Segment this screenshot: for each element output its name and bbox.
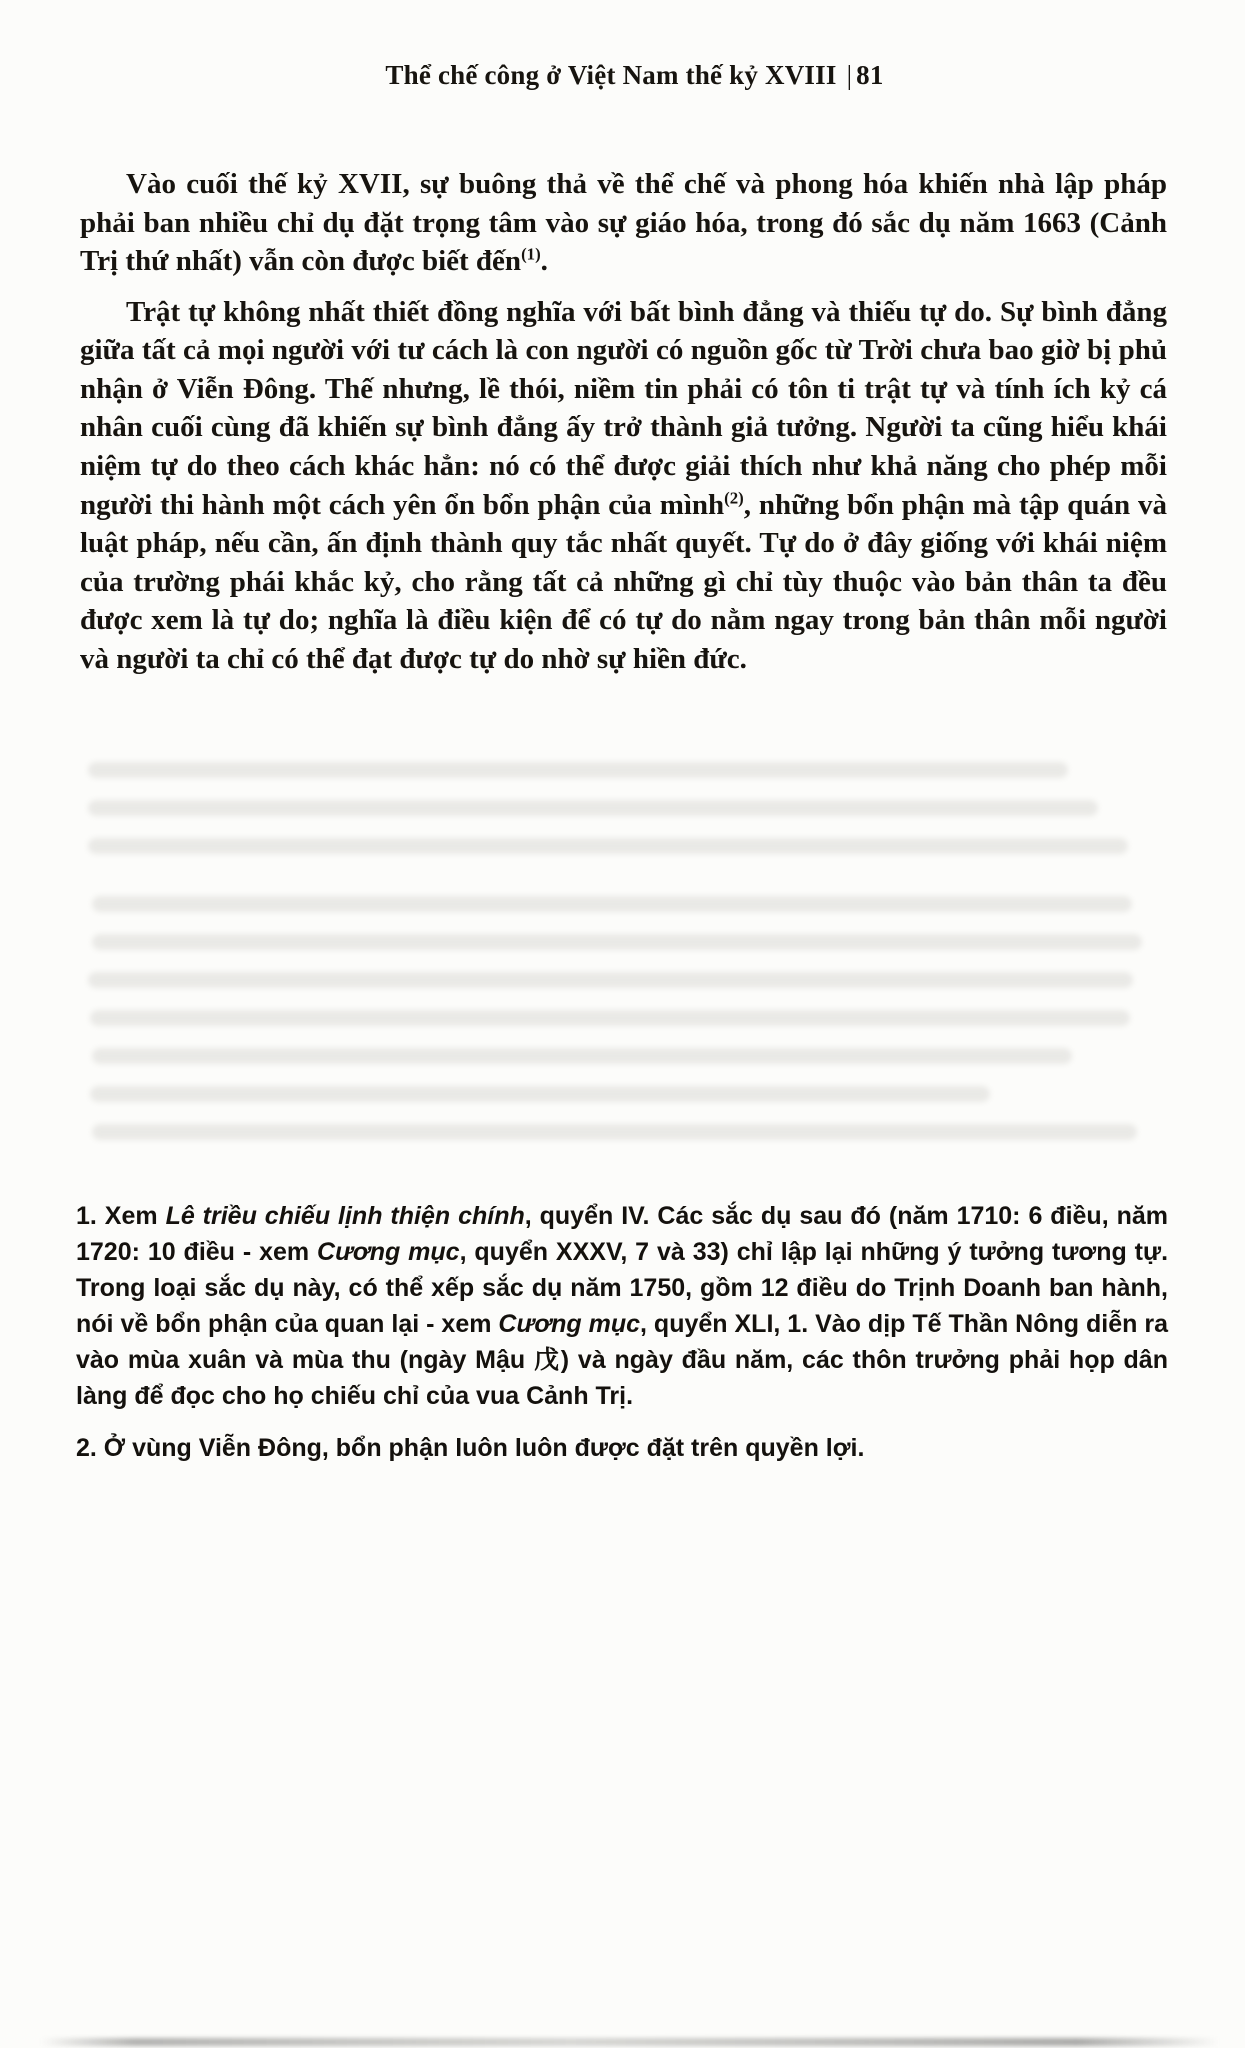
body-paragraph: Vào cuối thế kỷ XVII, sự buông thả về thể chế và phong hóa khiến nhà lập pháp phải ban nhiều chỉ dụ đặt trọng tâm vào sự giáo hóa, trong đó sắc dụ năm 1663 (Cảnh Trị thứ nhất) vẫn còn được biết đến$^{(1)}$.: [80, 168, 1167, 278]
footnote-1: 1. Xem Lê triều chiếu lịnh thiện chính, quyển IV. Các sắc dụ sau đó (năm 1710: 6 điều, năm 1720: 10 điều - xem Cương mục, quyển XXXV, 7 và 33) chỉ lập lại những ý tưởng tương tự. Trong loại sắc dụ này, có thể xếp sắc dụ năm 1750, gồm 12 điều do Trịnh Doanh ban hành, nói về bổn phận của quan lại - xem Cương mục, quyển XLI, 1. Vào dịp Tế Thần Nông diễn ra vào mùa xuân và mùa thu (ngày Mậu 戊) và ngày đầu năm, các thôn trưởng phải họp dân làng để đọc cho họ chiếu chỉ của vua Cảnh Trị.: [76, 1202, 1169, 1410]
bleedthrough-line: [92, 1048, 1072, 1064]
running-header-separator: |: [846, 60, 853, 90]
bleedthrough-line: [88, 838, 1128, 854]
footnotes-block: [76, 1198, 1168, 1482]
running-header-title: Thể chế công ở Việt Nam thế kỷ XVIII: [385, 60, 837, 90]
bleedthrough-line: [92, 896, 1132, 912]
bleedthrough-line: [92, 934, 1142, 950]
bleedthrough-line: [92, 1124, 1137, 1140]
bleedthrough-line: [88, 972, 1133, 988]
scan-edge-artifact: [40, 2038, 1220, 2046]
bleedthrough-line: [88, 800, 1098, 816]
footnote-2: 2. Ở vùng Viễn Đông, bổn phận luôn luôn được đặt trên quyền lợi.: [76, 1434, 865, 1462]
body-paragraph: Trật tự không nhất thiết đồng nghĩa với bất bình đẳng và thiếu tự do. Sự bình đẳng giữa tất cả mọi người với tư cách là con người có nguồn gốc từ Trời chưa bao giờ bị phủ nhận ở Viễn Đông. Thế nhưng, lề thói, niềm tin phải có tôn ti trật tự và tính ích kỷ cá nhân cuối cùng đã khiến sự bình đẳng ấy trở thành giả tưởng. Người ta cũng hiểu khái niệm tự do theo cách khác hẳn: nó có thể được giải thích như khả năng cho phép mỗi người thi hành một cách yên ổn bổn phận của mình$^{(2)}$, những bổn phận mà tập quán và luật pháp, nếu cần, ấn định thành quy tắc nhất quyết. Tự do ở đây giống với khái niệm của trường phái khắc kỷ, cho rằng tất cả những gì chỉ tùy thuộc vào bản thân ta đều được xem là tự do; nghĩa là điều kiện để có tự do nằm ngay trong bản thân mỗi người và người ta chỉ có thể đạt được tự do nhờ sự hiền đức.: [80, 295, 1167, 675]
bleedthrough-line: [90, 1010, 1130, 1026]
bleedthrough-line: [88, 762, 1068, 778]
body-text-block: [80, 165, 1167, 690]
page-number: 81: [856, 60, 884, 90]
bleedthrough-line: [90, 1086, 990, 1102]
running-header: [12, 60, 1245, 91]
